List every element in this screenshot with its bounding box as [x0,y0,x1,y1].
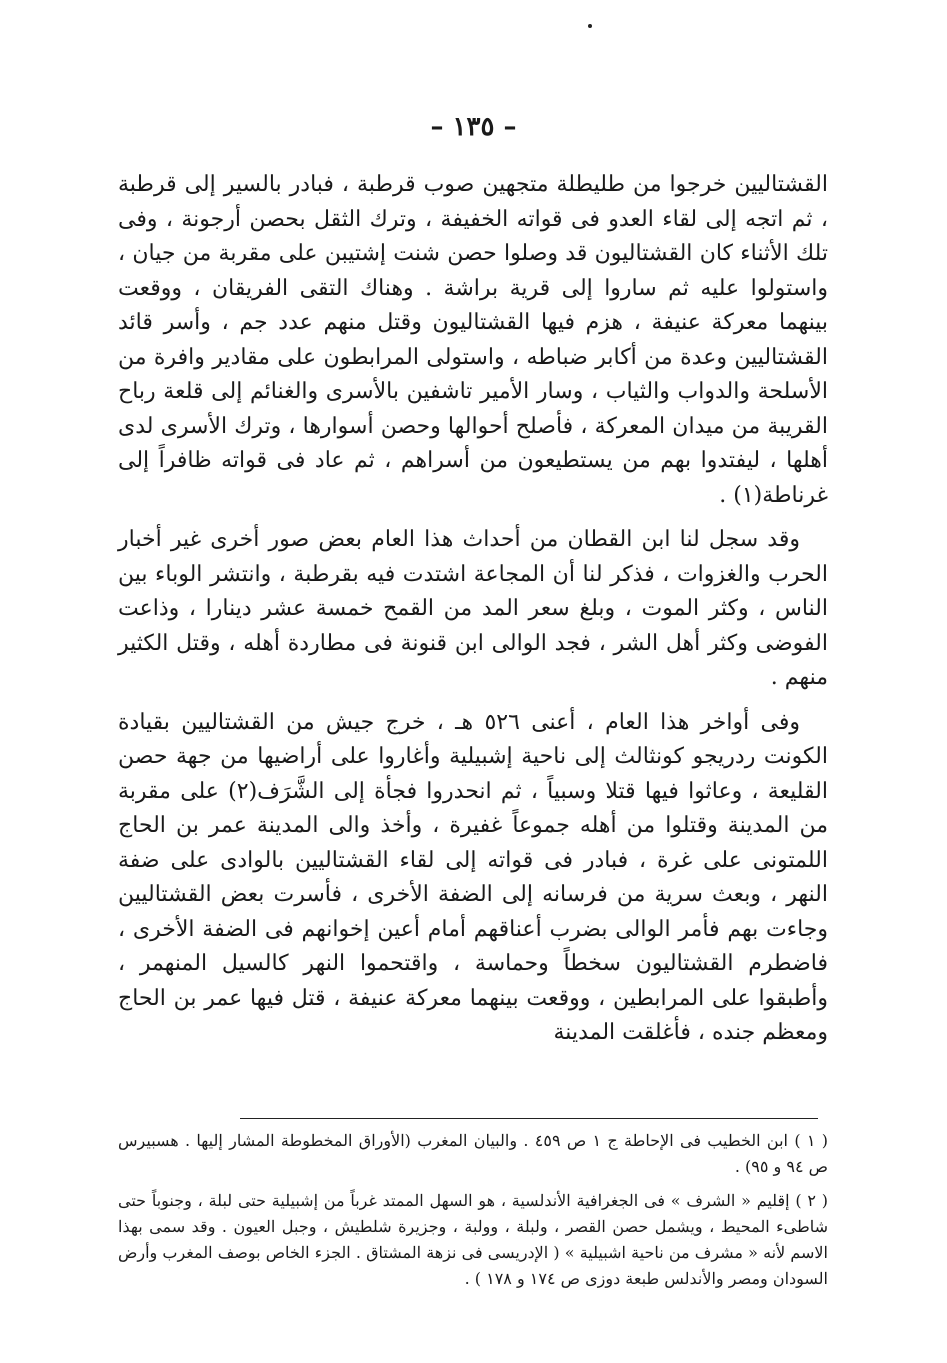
ink-dot [588,24,592,28]
footnotes [118,1128,828,1300]
footnote-divider [240,1118,818,1119]
paragraph-2: وقد سجل لنا ابن القطان من أحداث هذا العام بعض صور أخرى غير أخبار الحرب والغزوات ، فذكر لنا أن المجاعة اشتدت فيه بقرطبة ، وانتشر الوباء بين الناس ، وكثر الموت ، وبلغ سعر المد من القمح خمسة عشر دينارا ، وذاعت الفوضى وكثر أهل الشر ، فجد الوالى ابن قنونة فى مطاردة أهله ، وقتل الكثير منهم . [118,527,828,690]
paragraph-3: وفى أواخر هذا العام ، أعنى ٥٢٦ هـ ، خرج جيش من القشتاليين بقيادة الكونت ردريجو كونثالث إلى ناحية إشبيلية وأغاروا على أراضيها من جهة حصن القليعة ، وعاثوا فيها قتلا وسبياً ، ثم انحدروا فجأة إلى الشَّرَف(٢) على مقربة من المدينة وقتلوا من أهله جموعاً غفيرة ، وأخذ والى المدينة عمر بن الحاج اللمتونى على غرة ، فبادر فى قواته إلى لقاء القشتاليين بالوادى على ضفة النهر ، وبعث سرية من فرسانه إلى الضفة الأخرى ، فأسرت بعض القشتاليين وجاءت بهم فأمر الوالى بضرب أعناقهم أمام أعين إخوانهم فى الضفة الأخرى ، فاضطرم القشتاليون سخطاً وحماسة ، واقتحموا النهر كالسيل المنهمر ، وأطبقوا على المرابطين ، ووقعت بينهما معركة عنيفة ، قتل فيها عمر بن الحاج ومعظم جنده ، فأغلقت المدينة [118,709,829,1045]
footnote-1: ( ١ ) ابن الخطيب فى الإحاطة ج ١ ص ٤٥٩ . والبيان المغرب (الأوراق المخطوطة المشار إليها . هسبيرس ص ٩٤ و ٩٥) . [118,1131,829,1176]
paragraph-1: القشتاليين خرجوا من طليطلة متجهين صوب قرطبة ، فبادر بالسير إلى قرطبة ، ثم اتجه إلى لقاء العدو فى قواته الخفيفة ، وترك الثقل بحصن أرجونة ، وفى تلك الأثناء كان القشتاليون قد وصلوا حصن شنت إشتيبن على مقربة من جيان ، واستولوا عليه ثم ساروا إلى قرية براشة . وهناك التقى الفريقان ، ووقعت بينهما معركة عنيفة ، هزم فيها القشتاليون وقتل منهم عدد جم ، وأسر قائد القشتاليين وعدة من أكابر ضباطه ، واستولى المرابطون على مقادير وافرة من الأسلحة والدواب والثياب ، وسار الأمير تاشفين بالأسرى والغنائم إلى قلعة رباح القريبة من ميدان المعركة ، فأصلح أحوالها وحصن أسوارها ، وترك الأسرى لدى أهلها ، ليفتدوا بهم من يستطيعون من أسراهم ، ثم عاد فى قواته ظافراً إلى غرناطة(١) . [118,172,828,508]
main-text [118,168,828,1051]
page-number: – ١٣٥ – [430,112,517,142]
footnote-2: ( ٢ ) إقليم « الشرف » فى الجغرافية الأندلسية ، هو السهل الممتد غرباً من إشبيلية حتى لبلة ، وجنوباً حتى شاطىء المحيط ، ويشمل حصن القصر ، ولبلة ، وولبة ، وجزيرة شلطيش ، وجبل العيون . وقد سمى بهذا الاسم لأنه « مشرف من ناحية اشبيلية » ( الإدريسى فى نزهة المشتاق . الجزء الخاص بوصف المغرب وأرض السودان ومصر والأندلس طبعة دوزى ص ١٧٤ و ١٧٨ ) . [118,1191,828,1288]
